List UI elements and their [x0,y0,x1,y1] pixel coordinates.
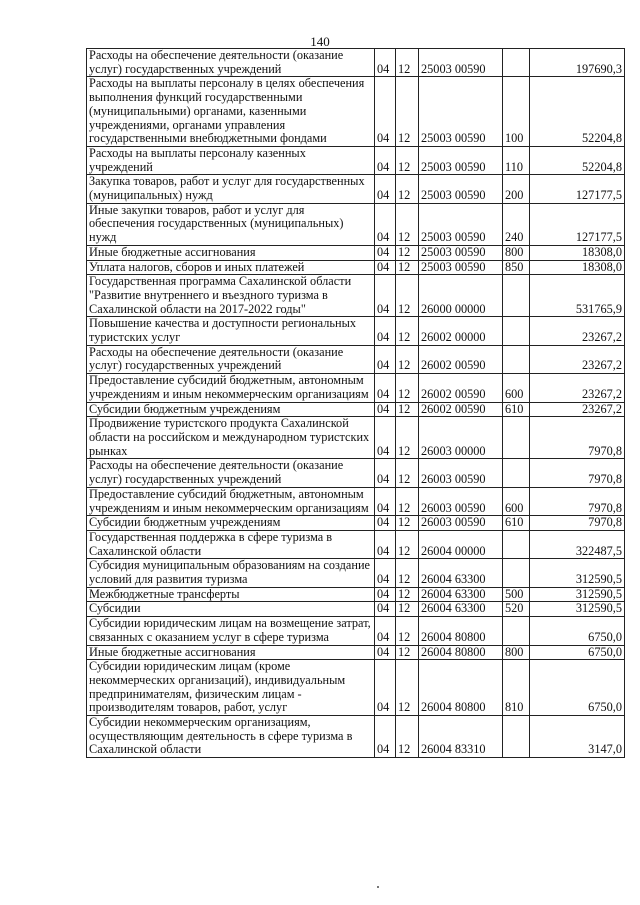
row-expense-type-cell [503,530,530,558]
row-subsection-cell: 12 [396,374,419,402]
row-amount-cell: 7970,8 [530,516,625,531]
row-expense-type-cell [503,317,530,345]
row-amount-cell: 23267,2 [530,402,625,417]
table-row [87,617,625,645]
row-target-article-cell: 25003 00590 [419,260,503,275]
row-expense-type-cell: 800 [503,645,530,660]
row-subsection-cell: 12 [396,417,419,459]
row-name-cell: Межбюджетные трансферты [87,587,375,602]
page-number: 140 [310,34,330,49]
table-row [87,49,625,77]
table-row [87,487,625,515]
row-target-article-cell: 26003 00000 [419,417,503,459]
row-section-cell: 04 [375,587,396,602]
row-expense-type-cell: 520 [503,602,530,617]
row-target-article-cell: 26002 00590 [419,345,503,373]
row-amount-cell: 197690,3 [530,49,625,77]
row-subsection-cell: 12 [396,203,419,245]
row-subsection-cell: 12 [396,530,419,558]
row-subsection-cell: 12 [396,77,419,147]
table-row [87,374,625,402]
row-amount-cell: 7970,8 [530,459,625,487]
row-name-cell: Иные бюджетные ассигнования [87,645,375,660]
row-amount-cell: 127177,5 [530,203,625,245]
row-subsection-cell: 12 [396,516,419,531]
row-section-cell: 04 [375,716,396,758]
row-section-cell: 04 [375,317,396,345]
table-row [87,530,625,558]
row-name-cell: Субсидии [87,602,375,617]
row-section-cell: 04 [375,260,396,275]
row-name-cell: Расходы на выплаты персоналу казенных учреждений [87,146,375,174]
row-section-cell: 04 [375,660,396,716]
table-row [87,260,625,275]
row-amount-cell: 3147,0 [530,716,625,758]
row-name-cell: Государственная программа Сахалинской области "Развитие внутреннего и въездного туризма в Сахалинской области на 2017-2022 годы" [87,275,375,317]
row-amount-cell: 6750,0 [530,645,625,660]
row-target-article-cell: 25003 00590 [419,203,503,245]
table-row [87,516,625,531]
row-expense-type-cell [503,459,530,487]
row-subsection-cell: 12 [396,716,419,758]
table-row [87,77,625,147]
row-expense-type-cell: 850 [503,260,530,275]
row-amount-cell: 52204,8 [530,146,625,174]
row-subsection-cell: 12 [396,660,419,716]
row-target-article-cell: 25003 00590 [419,245,503,260]
row-expense-type-cell: 600 [503,374,530,402]
row-name-cell: Предоставление субсидий бюджетным, автономным учреждениям и иным некоммерческим организациям [87,487,375,515]
row-expense-type-cell: 610 [503,516,530,531]
row-section-cell: 04 [375,459,396,487]
table-row [87,716,625,758]
row-amount-cell: 18308,0 [530,245,625,260]
row-expense-type-cell: 810 [503,660,530,716]
row-name-cell: Иные закупки товаров, работ и услуг для обеспечения государственных (муниципальных) нужд [87,203,375,245]
row-expense-type-cell: 500 [503,587,530,602]
row-name-cell: Закупка товаров, работ и услуг для государственных (муниципальных) нужд [87,175,375,203]
row-target-article-cell: 26004 80800 [419,645,503,660]
row-target-article-cell: 26004 63300 [419,587,503,602]
row-section-cell: 04 [375,77,396,147]
row-subsection-cell: 12 [396,602,419,617]
row-section-cell: 04 [375,602,396,617]
row-target-article-cell: 26004 80800 [419,617,503,645]
row-section-cell: 04 [375,275,396,317]
row-subsection-cell: 12 [396,587,419,602]
table-row [87,245,625,260]
row-amount-cell: 312590,5 [530,559,625,587]
row-subsection-cell: 12 [396,559,419,587]
table-row [87,146,625,174]
table-row [87,275,625,317]
row-subsection-cell: 12 [396,459,419,487]
row-target-article-cell: 25003 00590 [419,49,503,77]
row-expense-type-cell [503,716,530,758]
row-target-article-cell: 26003 00590 [419,459,503,487]
row-name-cell: Субсидия муниципальным образованиям на создание условий для развития туризма [87,559,375,587]
row-subsection-cell: 12 [396,146,419,174]
table-row [87,660,625,716]
row-name-cell: Субсидии юридическим лицам на возмещение затрат, связанных с оказанием услуг в сфере туризма [87,617,375,645]
row-amount-cell: 312590,5 [530,587,625,602]
row-expense-type-cell: 610 [503,402,530,417]
row-section-cell: 04 [375,49,396,77]
row-name-cell: Уплата налогов, сборов и иных платежей [87,260,375,275]
row-amount-cell: 312590,5 [530,602,625,617]
row-target-article-cell: 25003 00590 [419,175,503,203]
row-target-article-cell: 26004 63300 [419,602,503,617]
row-section-cell: 04 [375,645,396,660]
table-row [87,587,625,602]
row-section-cell: 04 [375,516,396,531]
row-name-cell: Субсидии некоммерческим организациям, осуществляющим деятельность в сфере туризма в Сахалинской области [87,716,375,758]
row-section-cell: 04 [375,374,396,402]
table-row [87,402,625,417]
row-expense-type-cell: 240 [503,203,530,245]
row-name-cell: Продвижение туристского продукта Сахалинской области на российском и международном туристских рынках [87,417,375,459]
row-section-cell: 04 [375,417,396,459]
row-subsection-cell: 12 [396,345,419,373]
row-section-cell: 04 [375,530,396,558]
row-name-cell: Расходы на обеспечение деятельности (оказание услуг) государственных учреждений [87,345,375,373]
table-row [87,559,625,587]
row-name-cell: Расходы на выплаты персоналу в целях обеспечения выполнения функций государственными (муниципальными) органами, казенными учреждениями, органами управления государственными внебюджетными фондами [87,77,375,147]
row-target-article-cell: 26003 00590 [419,516,503,531]
row-target-article-cell: 25003 00590 [419,146,503,174]
row-subsection-cell: 12 [396,245,419,260]
table-row [87,645,625,660]
table-row [87,459,625,487]
row-target-article-cell: 26002 00590 [419,374,503,402]
row-target-article-cell: 26004 80800 [419,660,503,716]
table-row [87,203,625,245]
row-subsection-cell: 12 [396,487,419,515]
budget-table [86,48,625,758]
row-amount-cell: 23267,2 [530,374,625,402]
row-subsection-cell: 12 [396,645,419,660]
table-row [87,345,625,373]
row-target-article-cell: 26003 00590 [419,487,503,515]
row-subsection-cell: 12 [396,402,419,417]
row-section-cell: 04 [375,617,396,645]
row-section-cell: 04 [375,402,396,417]
row-expense-type-cell: 200 [503,175,530,203]
row-expense-type-cell: 100 [503,77,530,147]
row-subsection-cell: 12 [396,617,419,645]
row-expense-type-cell [503,49,530,77]
row-subsection-cell: 12 [396,175,419,203]
row-target-article-cell: 25003 00590 [419,77,503,147]
row-amount-cell: 6750,0 [530,660,625,716]
row-amount-cell: 322487,5 [530,530,625,558]
row-amount-cell: 127177,5 [530,175,625,203]
row-expense-type-cell [503,275,530,317]
row-name-cell: Государственная поддержка в сфере туризма в Сахалинской области [87,530,375,558]
row-name-cell: Расходы на обеспечение деятельности (оказание услуг) государственных учреждений [87,459,375,487]
row-amount-cell: 23267,2 [530,317,625,345]
row-section-cell: 04 [375,245,396,260]
row-expense-type-cell: 800 [503,245,530,260]
row-target-article-cell: 26004 83310 [419,716,503,758]
row-expense-type-cell: 110 [503,146,530,174]
row-section-cell: 04 [375,146,396,174]
row-amount-cell: 6750,0 [530,617,625,645]
row-target-article-cell: 26002 00590 [419,402,503,417]
row-target-article-cell: 26000 00000 [419,275,503,317]
row-target-article-cell: 26004 00000 [419,530,503,558]
row-name-cell: Предоставление субсидий бюджетным, автономным учреждениям и иным некоммерческим организациям [87,374,375,402]
row-target-article-cell: 26004 63300 [419,559,503,587]
table-row [87,602,625,617]
row-expense-type-cell: 600 [503,487,530,515]
row-expense-type-cell [503,345,530,373]
row-amount-cell: 18308,0 [530,260,625,275]
row-name-cell: Субсидии юридическим лицам (кроме некоммерческих организаций), индивидуальным предпринимателям, физическим лицам - производителям товаров, работ, услуг [87,660,375,716]
row-amount-cell: 531765,9 [530,275,625,317]
table-row [87,317,625,345]
row-section-cell: 04 [375,345,396,373]
row-section-cell: 04 [375,203,396,245]
row-expense-type-cell [503,417,530,459]
row-name-cell: Субсидии бюджетным учреждениям [87,402,375,417]
row-name-cell: Иные бюджетные ассигнования [87,245,375,260]
row-subsection-cell: 12 [396,49,419,77]
row-amount-cell: 7970,8 [530,487,625,515]
row-section-cell: 04 [375,487,396,515]
row-subsection-cell: 12 [396,275,419,317]
row-amount-cell: 7970,8 [530,417,625,459]
scan-speck [377,886,379,888]
row-amount-cell: 23267,2 [530,345,625,373]
row-target-article-cell: 26002 00000 [419,317,503,345]
table-row [87,417,625,459]
row-name-cell: Субсидии бюджетным учреждениям [87,516,375,531]
row-name-cell: Повышение качества и доступности региональных туристских услуг [87,317,375,345]
row-expense-type-cell [503,559,530,587]
table-row [87,175,625,203]
row-subsection-cell: 12 [396,317,419,345]
row-expense-type-cell [503,617,530,645]
row-amount-cell: 52204,8 [530,77,625,147]
row-section-cell: 04 [375,175,396,203]
budget-table-body [87,49,625,758]
row-name-cell: Расходы на обеспечение деятельности (оказание услуг) государственных учреждений [87,49,375,77]
row-section-cell: 04 [375,559,396,587]
row-subsection-cell: 12 [396,260,419,275]
